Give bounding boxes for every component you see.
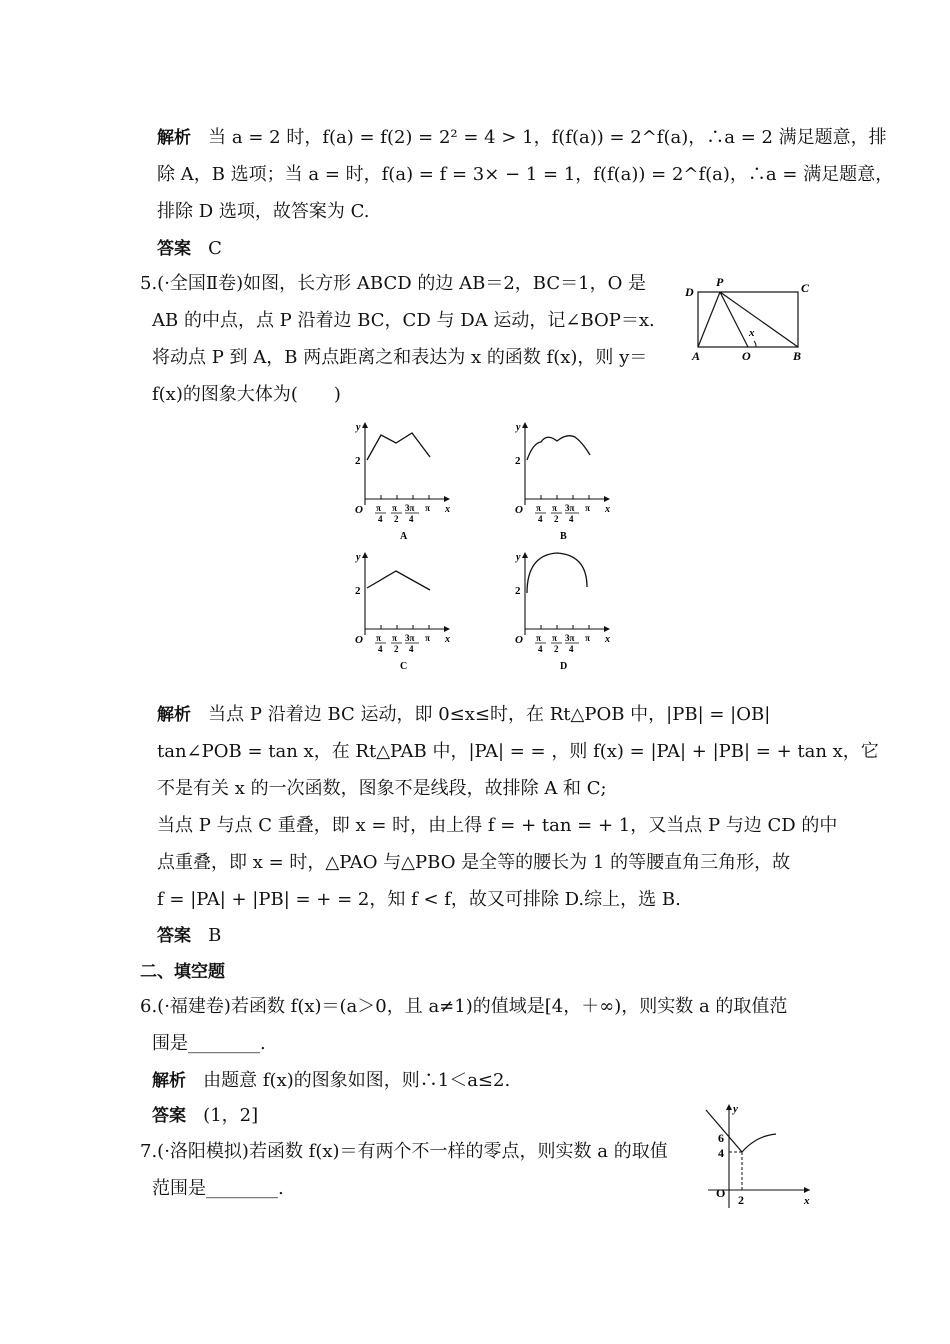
tick-label-2: 2 [515, 585, 521, 597]
tick-label-pi: π [425, 633, 430, 643]
tick-label-pi-over-4-den: 4 [378, 514, 383, 524]
tick-label-pi-over-2-den: 2 [554, 644, 559, 654]
tick-label-pi-over-4-num: π [536, 633, 541, 643]
q5-answer-value: B [208, 925, 222, 946]
tick-label-3pi-over-4-num: 3π [405, 633, 415, 643]
option-label: B [560, 531, 567, 542]
tick-2: 2 [738, 1193, 744, 1207]
q5-question-line-1: 5.(·全国Ⅱ卷)如图，长方形 ABCD 的边 AB＝2，BC＝1，O 是 [140, 273, 647, 294]
label-b: B [793, 349, 802, 363]
option-graphs [345, 415, 645, 675]
tick-label-pi: π [425, 503, 430, 513]
label-p: P [716, 275, 724, 289]
option-label: D [560, 661, 568, 672]
tick-label-pi-over-4-num: π [376, 503, 381, 513]
x-axis-arrow [604, 626, 610, 632]
y-axis-arrow [362, 552, 368, 558]
solution-label: 解析 [157, 705, 191, 725]
q4-answer [157, 237, 222, 261]
function-curve [527, 436, 590, 460]
x-axis-arrow [444, 626, 450, 632]
y-axis-label: y [356, 552, 361, 563]
tick-label-pi-over-2-den: 2 [394, 644, 399, 654]
tick-label-3pi-over-4-num: 3π [565, 633, 575, 643]
q7-question-line-2: 范围是________. [152, 1178, 284, 1199]
tick-4: 4 [718, 1146, 724, 1160]
tick-label-pi-over-2-num: π [552, 633, 557, 643]
option-graph-a [355, 422, 450, 542]
x-axis-label: x [605, 504, 610, 515]
x-axis-arrow [444, 496, 450, 502]
tick-label-pi-over-2-num: π [552, 503, 557, 513]
tick-label-pi-over-4-num: π [376, 633, 381, 643]
y-axis-label: y [356, 422, 361, 433]
q5-question-line-3: 将动点 P 到 A，B 两点距离之和表达为 x 的函数 f(x)，则 y＝ [152, 347, 648, 368]
y-axis-arrow [522, 552, 528, 558]
q5-solution-text-1: 当点 P 沿着边 BC 运动，即 0≤x≤时，在 Rt△POB 中，|PB| = |OB| [208, 704, 771, 725]
function-curve [527, 553, 587, 593]
label-x: x [749, 327, 755, 339]
tick-label-2: 2 [355, 455, 361, 467]
origin-label: O [355, 504, 363, 516]
q5-question-line-2: AB 的中点，点 P 沿着边 BC，CD 与 DA 运动，记∠BOP＝x. [152, 310, 655, 331]
y-axis-label: y [516, 552, 521, 563]
option-label: C [400, 661, 408, 672]
q6-solution [152, 1069, 510, 1093]
q6-function-graph [698, 1100, 818, 1210]
tick-label-2: 2 [355, 585, 361, 597]
label-a: A [692, 349, 701, 363]
tick-label-2: 2 [515, 455, 521, 467]
tick-label-pi-over-4-den: 4 [538, 644, 543, 654]
q6-question-line-2: 围是________. [152, 1033, 266, 1054]
function-curve [367, 433, 430, 460]
q5-question-line-4: f(x)的图象大体为( ) [152, 384, 341, 405]
option-graph-c [355, 552, 450, 672]
label-c: C [801, 281, 810, 295]
label-o: O [742, 349, 751, 363]
x-axis-label: x [445, 634, 450, 645]
q4-solution-line-3: 排除 D 选项，故答案为 C. [157, 201, 370, 222]
option-graph-b [515, 422, 610, 542]
solution-label: 解析 [157, 128, 191, 148]
tick-label-pi-over-2-num: π [392, 503, 397, 513]
q5-solution-line-4: 当点 P 与点 C 重叠，即 x = 时，由上得 f = + tan = + 1，又当点 P 与边 CD 的中 [157, 815, 838, 836]
origin-label: O [515, 634, 523, 646]
q4-solution-text-1: 当 a = 2 时，f(a) = f(2) = 2² = 4 > 1，f(f(a)) = 2^f(a)，∴a = 2 满足题意，排 [208, 127, 887, 148]
origin-label: O [716, 1186, 726, 1200]
answer-label: 答案 [157, 926, 191, 946]
q4-solution-line-1 [157, 126, 887, 150]
q6-answer-value: (1，2] [203, 1105, 259, 1126]
x-axis-label: x [445, 504, 450, 515]
y-axis-arrow [522, 422, 528, 428]
q4-solution-line-2: 除 A，B 选项；当 a = 时，f(a) = f = 3× − 1 = 1，f(f(a)) = 2^f(a)，∴a = 满足题意， [157, 164, 894, 185]
option-graph-d [515, 552, 610, 672]
tick-label-3pi-over-4-num: 3π [405, 503, 415, 513]
tick-label-3pi-over-4-den: 4 [409, 644, 414, 654]
option-label: A [400, 531, 408, 542]
tick-label-pi-over-2-den: 2 [394, 514, 399, 524]
origin-label: O [355, 634, 363, 646]
q5-answer [157, 924, 221, 948]
tick-label-pi-over-4-num: π [536, 503, 541, 513]
q6-solution-text: 由题意 f(x)的图象如图，则∴1＜a≤2. [203, 1070, 511, 1091]
tick-label-3pi-over-4-num: 3π [565, 503, 575, 513]
y-axis-arrow [362, 422, 368, 428]
x-axis-label: x [605, 634, 610, 645]
tick-label-pi-over-4-den: 4 [378, 644, 383, 654]
axis-y-label: y [733, 1103, 738, 1115]
tick-label-pi: π [585, 503, 590, 513]
q5-solution-line-1 [157, 703, 770, 727]
origin-label: O [515, 504, 523, 516]
tick-label-3pi-over-4-den: 4 [409, 514, 414, 524]
rectangle-abcd-figure [680, 270, 815, 365]
tick-label-pi-over-4-den: 4 [538, 514, 543, 524]
tick-label-pi-over-2-den: 2 [554, 514, 559, 524]
answer-label: 答案 [157, 239, 191, 259]
tick-label-pi-over-2-num: π [392, 633, 397, 643]
q7-question-line-1: 7.(·洛阳模拟)若函数 f(x)＝有两个不一样的零点，则实数 a 的取值 [140, 1141, 668, 1162]
q5-solution-line-2: tan∠POB = tan x，在 Rt△PAB 中，|PA| = = ，则 f(x) = |PA| + |PB| = + tan x，它 [157, 741, 879, 762]
tick-6: 6 [718, 1131, 724, 1145]
solution-label: 解析 [152, 1071, 186, 1091]
q4-answer-value: C [208, 238, 222, 259]
tick-label-pi: π [585, 633, 590, 643]
y-axis-label: y [516, 422, 521, 433]
function-curve [367, 571, 430, 590]
x-axis-arrow [604, 496, 610, 502]
section-heading: 二、填空题 [140, 962, 225, 982]
tick-label-3pi-over-4-den: 4 [569, 644, 574, 654]
label-d: D [685, 285, 694, 299]
q6-answer [152, 1104, 258, 1128]
tick-label-3pi-over-4-den: 4 [569, 514, 574, 524]
q5-solution-line-5: 点重叠，即 x = 时，△PAO 与△PBO 是全等的腰长为 1 的等腰直角三角形，故 [157, 852, 791, 873]
axis-x-label: x [804, 1195, 810, 1207]
q5-solution-line-6: f = |PA| + |PB| = + = 2，知 f < f，故又可排除 D.综上，选 B. [157, 889, 681, 910]
q5-solution-line-3: 不是有关 x 的一次函数，图象不是线段，故排除 A 和 C; [157, 778, 607, 799]
answer-label: 答案 [152, 1106, 186, 1126]
q6-question-line-1: 6.(·福建卷)若函数 f(x)＝(a＞0，且 a≠1)的值域是[4，＋∞)，则实数 a 的取值范 [140, 996, 788, 1017]
